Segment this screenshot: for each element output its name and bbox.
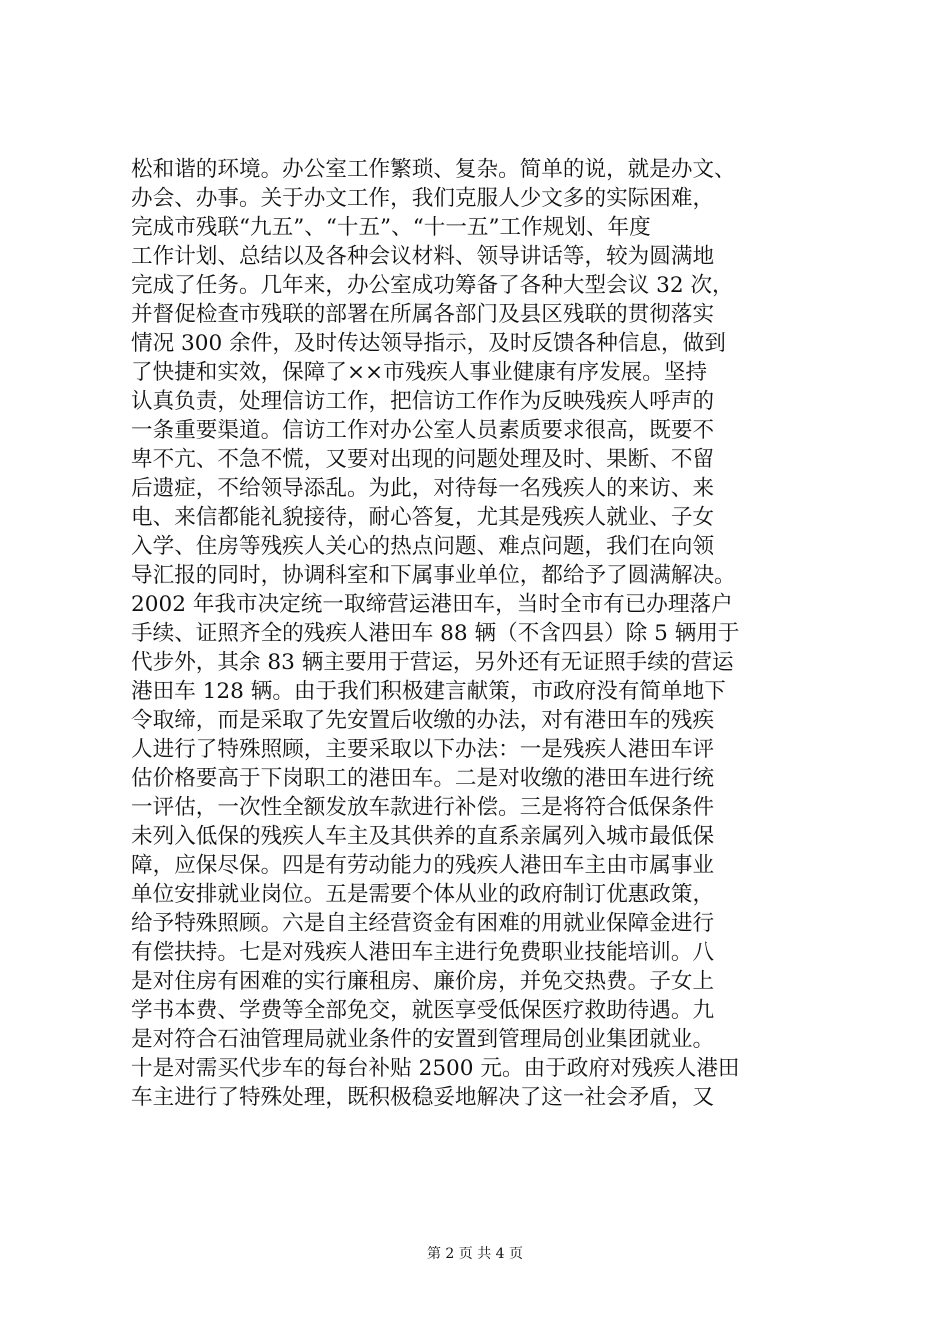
text-line: 完成市残联“九五”、“十五”、“十一五”工作规划、年度 xyxy=(131,215,651,240)
text-line: 卑不亢、不急不慌，又要对出现的问题处理及时、果断、不留 xyxy=(131,447,715,472)
text-line: 了快捷和实效，保障了××市残疾人事业健康有序发展。坚持 xyxy=(131,360,708,385)
text-line: 十是对需买代步车的每台补贴 2500 元。由于政府对残疾人港田 xyxy=(131,1056,740,1081)
text-line: 是对住房有困难的实行廉租房、廉价房，并免交热费。子女上 xyxy=(131,969,715,994)
text-line: 后遗症，不给领导添乱。为此，对待每一名残疾人的来访、来 xyxy=(131,476,715,501)
text-line: 并督促检查市残联的部署在所属各部门及县区残联的贯彻落实 xyxy=(131,302,715,327)
text-line: 手续、证照齐全的残疾人港田车 88 辆（不含四县）除 5 辆用于 xyxy=(131,621,740,646)
text-line: 完成了任务。几年来，办公室成功筹备了各种大型会议 32 次， xyxy=(131,273,734,298)
text-line: 人进行了特殊照顾，主要采取以下办法：一是残疾人港田车评 xyxy=(131,737,715,762)
text-line: 办会、办事。关于办文工作，我们克服人少文多的实际困难， xyxy=(131,186,715,211)
text-line: 障，应保尽保。四是有劳动能力的残疾人港田车主由市属事业 xyxy=(131,853,715,878)
text-line: 认真负责，处理信访工作，把信访工作作为反映残疾人呼声的 xyxy=(131,389,715,414)
text-line: 2002 年我市决定统一取缔营运港田车，当时全市有已办理落户 xyxy=(131,592,733,617)
text-line: 入学、住房等残疾人关心的热点问题、难点问题，我们在向领 xyxy=(131,534,715,559)
text-line: 单位安排就业岗位。五是需要个体从业的政府制订优惠政策， xyxy=(131,882,715,907)
text-line: 情况 300 余件，及时传达领导指示，及时反馈各种信息，做到 xyxy=(131,331,726,356)
text-line: 电、来信都能礼貌接待，耐心答复，尤其是残疾人就业、子女 xyxy=(131,505,715,530)
text-line: 车主进行了特殊处理，既积极稳妥地解决了这一社会矛盾，又 xyxy=(131,1085,715,1110)
text-line: 有偿扶持。七是对残疾人港田车主进行免费职业技能培训。八 xyxy=(131,940,715,965)
page-footer: 第 2 页 共 4 页 xyxy=(426,1246,524,1262)
text-line: 代步外，其余 83 辆主要用于营运，另外还有无证照手续的营运 xyxy=(131,650,734,675)
body-text xyxy=(131,155,831,1112)
text-line: 令取缔，而是采取了先安置后收缴的办法，对有港田车的残疾 xyxy=(131,708,715,733)
text-line: 学书本费、学费等全部免交，就医享受低保医疗救助待遇。九 xyxy=(131,998,715,1023)
text-line: 估价格要高于下岗职工的港田车。二是对收缴的港田车进行统 xyxy=(131,766,715,791)
text-line: 港田车 128 辆。由于我们积极建言献策，市政府没有简单地下 xyxy=(131,679,726,704)
text-line: 给予特殊照顾。六是自主经营资金有困难的用就业保障金进行 xyxy=(131,911,715,936)
text-line: 未列入低保的残疾人车主及其供养的直系亲属列入城市最低保 xyxy=(131,824,715,849)
text-line: 松和谐的环境。办公室工作繁琐、复杂。简单的说，就是办文、 xyxy=(131,157,736,182)
text-line: 一评估，一次性全额发放车款进行补偿。三是将符合低保条件 xyxy=(131,795,715,820)
text-line: 工作计划、总结以及各种会议材料、领导讲话等，较为圆满地 xyxy=(131,244,715,269)
text-line: 是对符合石油管理局就业条件的安置到管理局创业集团就业。 xyxy=(131,1027,715,1052)
text-line: 一条重要渠道。信访工作对办公室人员素质要求很高，既要不 xyxy=(131,418,715,443)
text-line: 导汇报的同时，协调科室和下属事业单位，都给予了圆满解决。 xyxy=(131,563,736,588)
